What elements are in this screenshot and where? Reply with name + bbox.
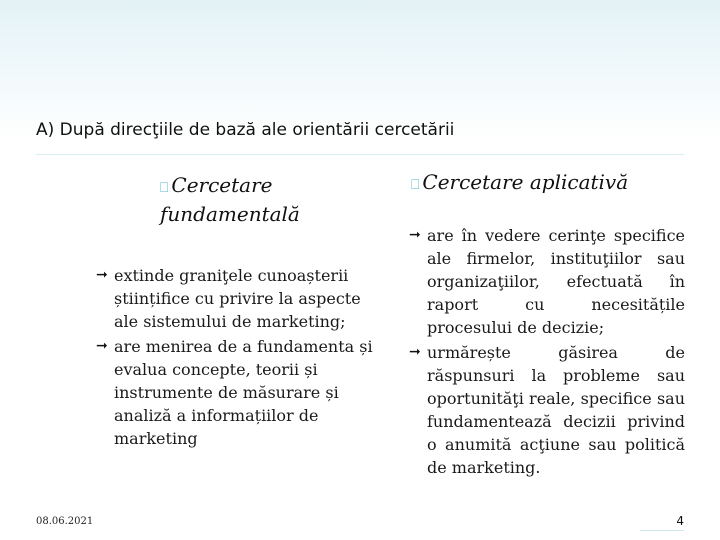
heading-fundamental [160, 172, 370, 227]
heading-fundamental-line1: Cercetare [171, 173, 273, 197]
header-band [0, 0, 720, 140]
applied-bullet-list [409, 224, 685, 481]
list-item [96, 335, 380, 450]
arrow-bullet-icon: ➞ [96, 338, 108, 354]
arrow-bullet-icon: ➞ [409, 344, 421, 360]
slide-title: A) După direcţiile de bază ale orientării cercetării [36, 120, 455, 140]
heading-applied [411, 169, 701, 198]
bullet-text: extinde graniţele cunoașterii științifice cu privire la aspecte ale sistemului de marketing; [114, 266, 361, 331]
slide-date: 08.06.2021 [36, 516, 94, 527]
page-number-underline [640, 530, 684, 531]
bullet-marker-icon: ⎕ [411, 177, 420, 193]
heading-applied-text: Cercetare aplicativă [422, 170, 629, 194]
bullet-text: urmărește găsirea de răspunsuri la probleme sau oportunităţi reale, specifice sau fundamentează decizii privind o anumită acţiune sau politică de marketing. [427, 343, 685, 477]
arrow-bullet-icon: ➞ [96, 267, 108, 283]
bullet-marker-icon: ⎕ [160, 180, 169, 196]
list-item [409, 341, 685, 479]
heading-fundamental-line2: fundamentală [160, 202, 300, 226]
bullet-text: are în vedere cerinţe specifice ale firmelor, instituţiilor sau organizaţiilor, efectuată în raport cu necesitățile procesului de decizie; [427, 226, 685, 337]
page-number: 4 [676, 514, 684, 528]
fundamental-bullet-list [96, 264, 380, 452]
bullet-text: are menirea de a fundamenta și evalua concepte, teorii și instrumente de măsurare și analiză a informațiilor de marketing [114, 337, 373, 448]
arrow-bullet-icon: ➞ [409, 227, 421, 243]
title-divider [36, 154, 684, 155]
list-item [409, 224, 685, 339]
list-item [96, 264, 380, 333]
